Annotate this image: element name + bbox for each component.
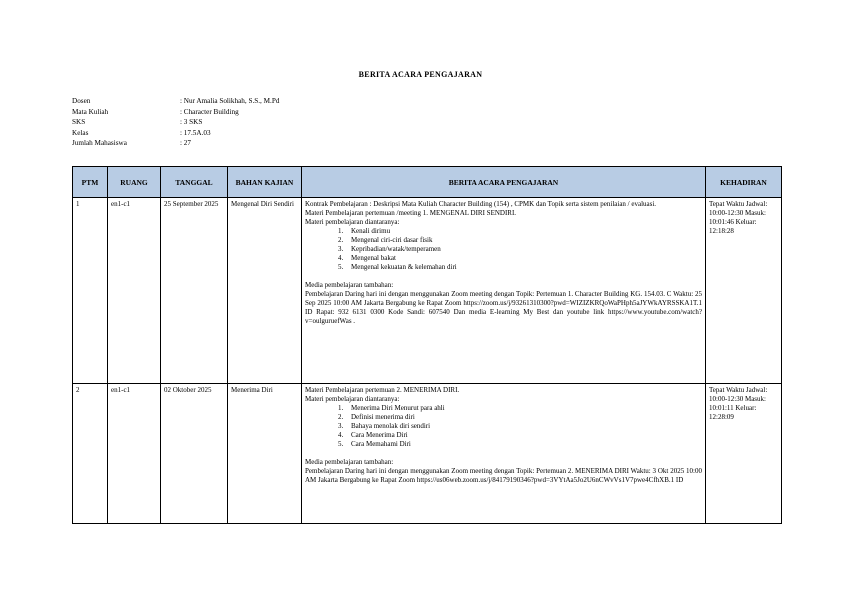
- cell-ruang: en1-c1: [108, 198, 161, 384]
- kontrak-text: Kontrak Pembelajaran : Deskripsi Mata Kuliah Character Building (154) , CPMK dan Topik serta sistem penilaian / evaluasi.: [305, 200, 657, 208]
- info-row-jumlah-mahasiswa: [72, 138, 279, 149]
- cell-tanggal: 25 September 2025: [161, 198, 228, 384]
- list-item: 2. Definisi menerima diri: [345, 413, 702, 422]
- list-item: 4. Mengenal bakat: [345, 254, 702, 263]
- header-ptm: PTM: [73, 167, 108, 198]
- info-row-dosen: [72, 96, 279, 107]
- media-text: Pembelajaran Daring hari ini dengan menggunakan Zoom meeting dengan Topik: Pertemuan 1. Character Building KG. 154.03. C Waktu: 25 Sep 2025 10:00 AM Jakarta Bergabung ke Rapat Zoom https://zoom.us/j/93261310300?pwd=WIZIZKRQoWaPHph5aJYWkAYRSSKA1T.1 ID Rapat: 932 6131 0300 Kode Sandi: 607540 Dan media E-learning My Best dan youtube link https://www.youtube.com/watch?v=oulguruefWas .: [305, 290, 702, 325]
- info-value: : Character Building: [180, 107, 239, 116]
- cell-ptm: 2: [73, 384, 108, 524]
- cell-tanggal: 02 Oktober 2025: [161, 384, 228, 524]
- header-bahan-kajian: BAHAN KAJIAN: [228, 167, 302, 198]
- list-item: 2. Mengenal ciri-ciri dasar fisik: [345, 236, 702, 245]
- list-item: 3. Bahaya menolak diri sendiri: [345, 422, 702, 431]
- cell-ptm: 1: [73, 198, 108, 384]
- berita-acara-table: [72, 166, 782, 524]
- info-row-sks: [72, 117, 279, 128]
- media-text: Pembelajaran Daring hari ini dengan menggunakan Zoom meeting dengan Topik: Pertemuan 2. MENERIMA DIRI Waktu: 3 Okt 2025 10:00 AM Jakarta Bergabung ke Rapat Zoom https://us06web.zoom.us/j/84179190346?pwd=3VYtAa5Jo2U6nCWvVs1V7pwe4CfhXB.1 ID: [305, 467, 702, 484]
- header-tanggal: TANGGAL: [161, 167, 228, 198]
- header-berita-acara: BERITA ACARA PENGAJARAN: [302, 167, 706, 198]
- list-item: 1. Menerima Diri Menurut para ahli: [345, 404, 702, 413]
- course-info: [72, 96, 279, 149]
- cell-berita-acara: [302, 384, 706, 524]
- meeting-topic: Materi Pembelajaran pertemuan 2. MENERIMA DIRI.: [305, 386, 460, 394]
- info-label: Jumlah Mahasiswa: [72, 139, 127, 147]
- list-item: 4. Cara Menerima Diri: [345, 431, 702, 440]
- media-label: Media pembelajaran tambahan:: [305, 458, 394, 466]
- list-item: 1. Kenali dirimu: [345, 227, 702, 236]
- cell-kehadiran: Tepat Waktu Jadwal: 10:00-12:30 Masuk: 10:01:46 Keluar: 12:18:28: [706, 198, 782, 384]
- info-label: Kelas: [72, 128, 89, 137]
- materi-label: Materi pembelajaran diantaranya:: [305, 218, 400, 226]
- cell-bahan-kajian: Menerima Diri: [228, 384, 302, 524]
- table-header-row: [73, 167, 782, 198]
- list-item: 5. Cara Memahami Diri: [345, 440, 702, 449]
- info-row-mata-kuliah: [72, 107, 279, 118]
- meeting-topic: Materi Pembelajaran pertemuan /meeting 1. MENGENAL DIRI SENDIRI.: [305, 209, 517, 217]
- materi-label: Materi pembelajaran diantaranya:: [305, 395, 400, 403]
- cell-ruang: en1-c1: [108, 384, 161, 524]
- info-value: : 17.5A.03: [180, 128, 211, 137]
- table-row: [73, 384, 782, 524]
- header-kehadiran: KEHADIRAN: [706, 167, 782, 198]
- cell-berita-acara: [302, 198, 706, 384]
- cell-kehadiran: Tepat Waktu Jadwal: 10:00-12:30 Masuk: 10:01:11 Keluar: 12:28:09: [706, 384, 782, 524]
- materi-list: [305, 227, 702, 272]
- list-item: 5. Mengenal kekuatan & kelemahan diri: [345, 263, 702, 272]
- media-label: Media pembelajaran tambahan:: [305, 281, 394, 289]
- info-value: : Nur Amalia Solikhah, S.S., M.Pd: [180, 97, 280, 105]
- list-item: 3. Kepribadian/watak/temperamen: [345, 245, 702, 254]
- page-title: BERITA ACARA PENGAJARAN: [358, 70, 483, 79]
- info-label: SKS: [72, 118, 86, 126]
- info-label: Mata Kuliah: [72, 107, 109, 116]
- info-row-kelas: [72, 128, 279, 139]
- info-label: Dosen: [72, 97, 91, 105]
- header-ruang: RUANG: [108, 167, 161, 198]
- info-value: : 3 SKS: [180, 118, 203, 126]
- materi-list: [305, 404, 702, 449]
- cell-bahan-kajian: Mengenal Diri Sendiri: [228, 198, 302, 384]
- info-value: : 27: [180, 139, 191, 147]
- table-row: [73, 198, 782, 384]
